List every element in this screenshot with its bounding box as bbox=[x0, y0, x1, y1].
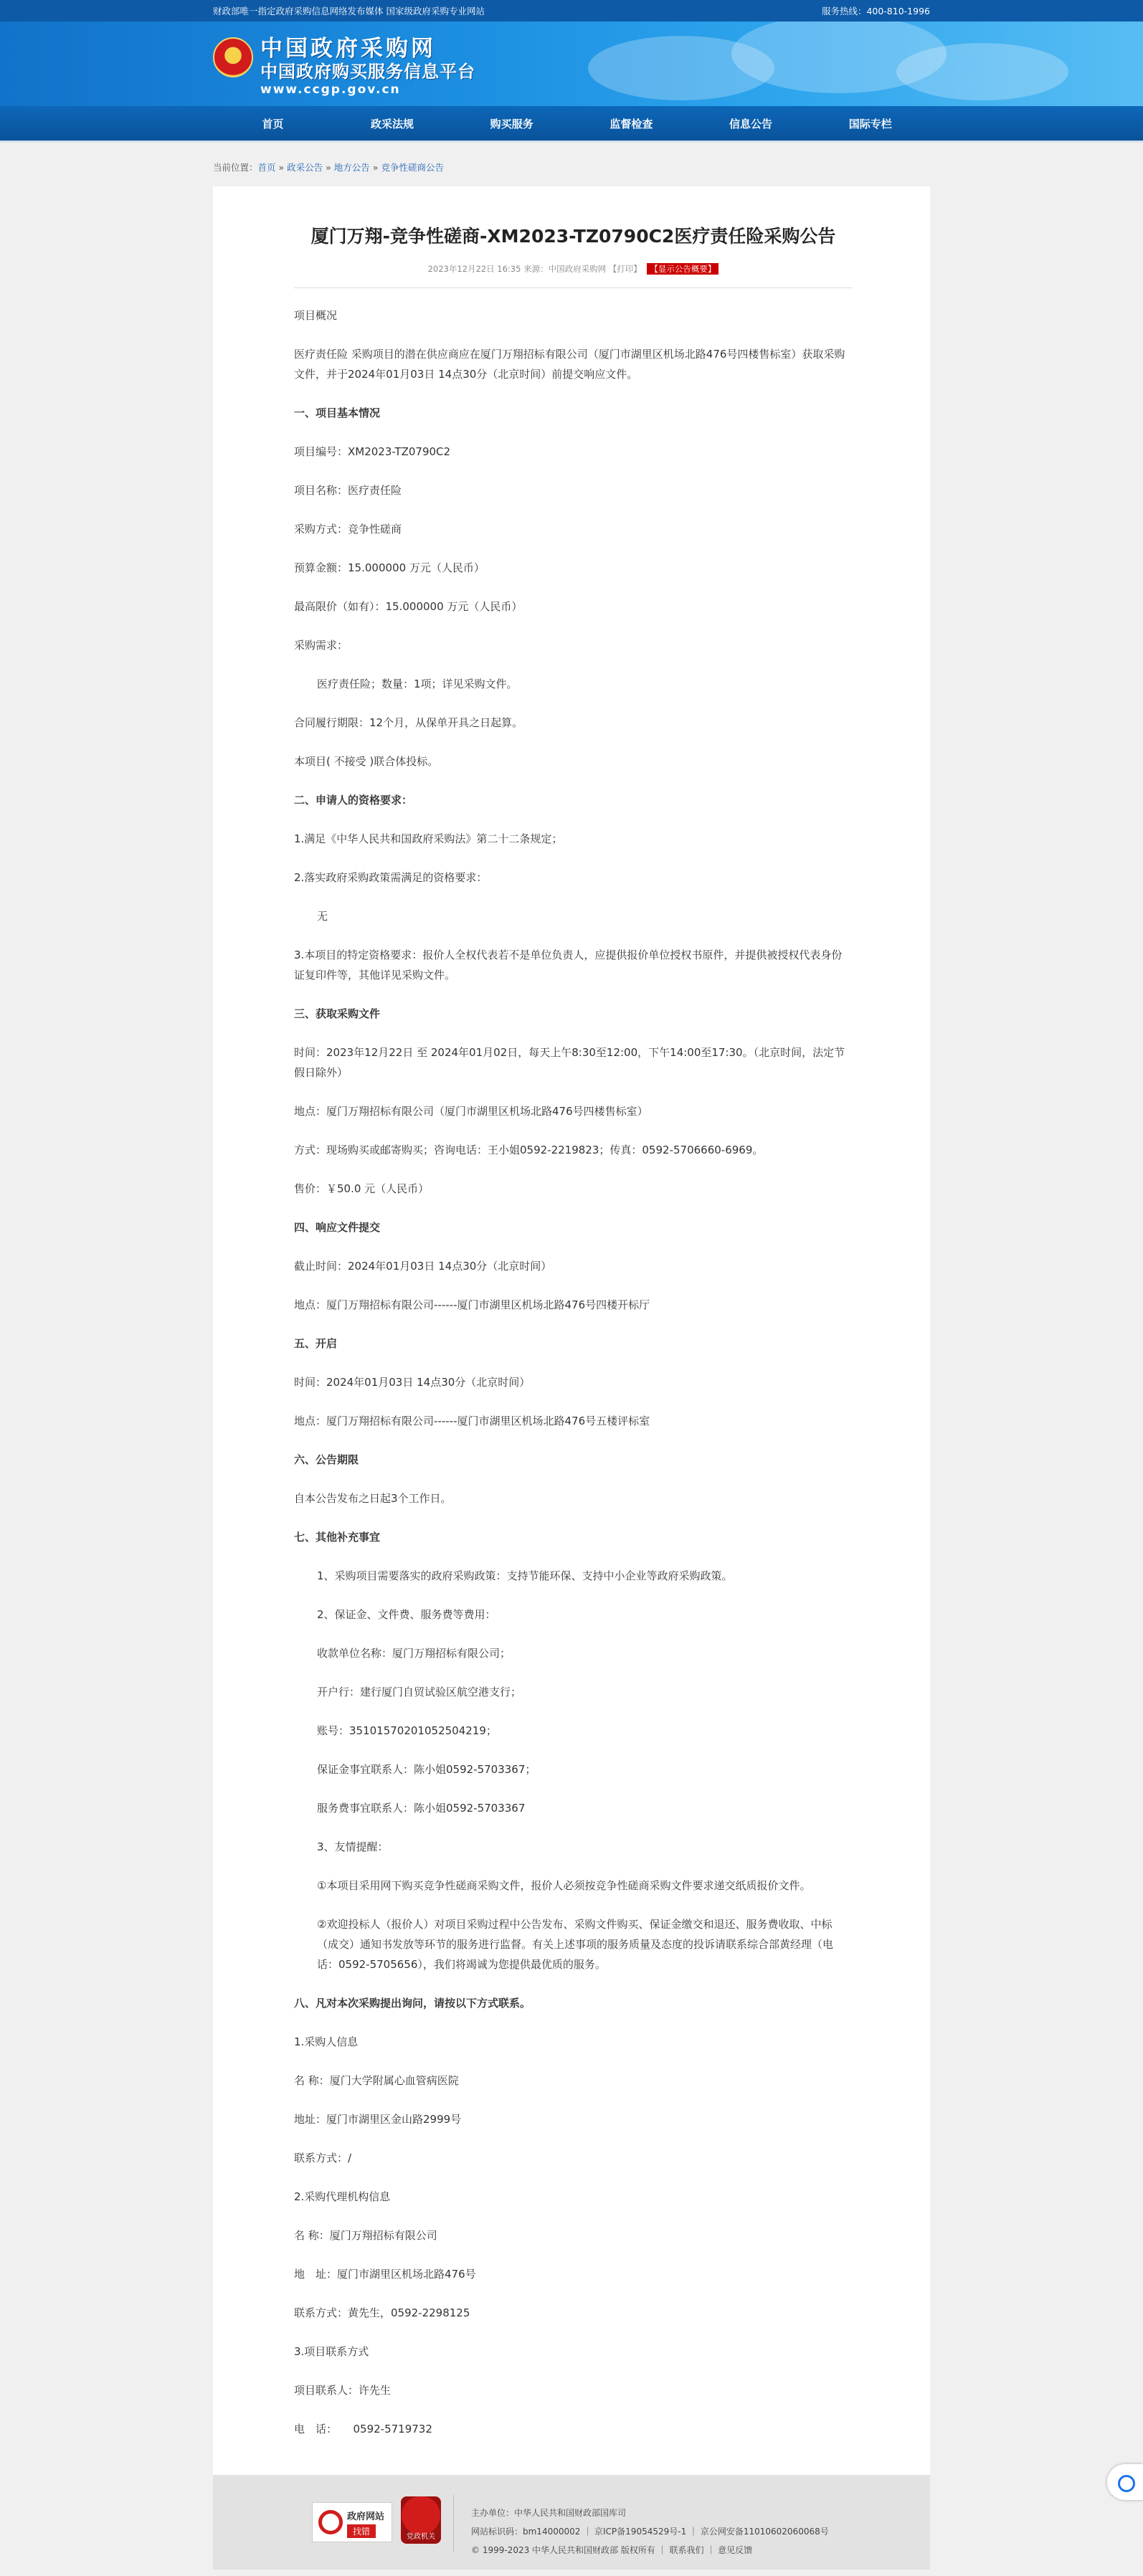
article-paragraph: 项目概况 bbox=[294, 309, 338, 322]
breadcrumb-announcements[interactable]: 政采公告 bbox=[287, 162, 323, 173]
gov-site-error-badge[interactable]: 政府网站 找错 bbox=[312, 2502, 392, 2542]
article-meta-text: 2023年12月22日 16:35 来源：中国政府采购网 【打印】 bbox=[427, 264, 642, 274]
nav-supervision[interactable]: 监督检查 bbox=[610, 117, 653, 130]
header-banner bbox=[0, 22, 1143, 106]
article-paragraph: 开户行：建行厦门自贸试验区航空港支行； bbox=[317, 1686, 522, 1698]
article-paragraph: 1.采购人信息 bbox=[294, 2035, 359, 2048]
article-paragraph: 1.满足《中华人民共和国政府采购法》第二十二条规定； bbox=[294, 832, 563, 845]
nav-purchase-services[interactable]: 购买服务 bbox=[490, 117, 533, 130]
breadcrumb-home[interactable]: 首页 bbox=[257, 162, 276, 173]
article-paragraph: 名 称：厦门大学附属心血管病医院 bbox=[294, 2074, 459, 2087]
nav-regulations[interactable]: 政采法规 bbox=[371, 117, 414, 130]
article-paragraph: 2.采购代理机构信息 bbox=[294, 2190, 391, 2203]
article-paragraph: 无 bbox=[317, 910, 328, 923]
footer-copyright: © 1999-2023 中华人民共和国财政部 版权所有 ｜ 联系我们 ｜ 意见反馈 bbox=[471, 2545, 753, 2555]
article-paragraph: 三、获取采购文件 bbox=[294, 1007, 381, 1020]
article-paragraph: 采购方式：竞争性磋商 bbox=[294, 523, 402, 536]
breadcrumb-prefix: 当前位置： bbox=[213, 162, 258, 173]
feedback-link[interactable]: 意见反馈 bbox=[718, 2545, 753, 2555]
article-paragraph: 地 址：厦门市湖里区机场北路476号 bbox=[294, 2268, 476, 2281]
article-paragraph: ②欢迎投标人（报价人）对项目采购过程中公告发布、采购文件购买、保证金缴交和退还、服务费收取、中标（成交）通知书发放等环节的服务进行监督。有关上述事项的服务质量及态度的投诉请联系综合部黄经理（电话：0592-5705656），我们将竭诚为您提供最优质的服务。 bbox=[317, 1918, 834, 1971]
article-paragraph: 七、其他补充事宜 bbox=[294, 1531, 381, 1544]
article-paragraph: 预算金额：15.000000 万元（人民币） bbox=[294, 561, 485, 574]
article-paragraph: 3.本项目的特定资格要求：报价人全权代表若不是单位负责人，应提供报价单位授权书原件，并提供被授权代表身份证复印件等，其他详见采购文件。 bbox=[294, 949, 843, 982]
article-paragraph: 四、响应文件提交 bbox=[294, 1221, 381, 1234]
nav-international[interactable]: 国际专栏 bbox=[848, 117, 892, 130]
article-paragraph: 六、公告期限 bbox=[294, 1453, 359, 1466]
article-paragraph: 收款单位名称：厦门万翔招标有限公司； bbox=[317, 1647, 511, 1660]
article-paragraph: 联系方式：黄先生，0592-2298125 bbox=[294, 2306, 470, 2319]
article-paragraph: 项目联系人：许先生 bbox=[294, 2384, 392, 2397]
hotline: 服务热线：400-810-1996 bbox=[821, 6, 930, 16]
national-emblem-icon bbox=[213, 37, 253, 77]
article-paragraph: 项目名称：医疗责任险 bbox=[294, 484, 402, 497]
article-paragraph: 地址：厦门市湖里区金山路2999号 bbox=[294, 2113, 462, 2126]
site-logo[interactable] bbox=[260, 36, 475, 98]
main-nav bbox=[0, 106, 1143, 141]
article-paragraph: 账号：35101570201052504219； bbox=[317, 1724, 497, 1737]
footer-icp: 网站标识码：bm14000002 ｜ 京ICP备19054529号-1 ｜ 京公网安备11010602060068号 bbox=[471, 2527, 829, 2537]
nav-home[interactable]: 首页 bbox=[262, 117, 284, 130]
footer-host: 主办单位：中华人民共和国财政部国库司 bbox=[471, 2508, 627, 2518]
top-bar bbox=[0, 0, 1143, 22]
article-paragraph: 2、保证金、文件费、服务费等费用： bbox=[317, 1608, 496, 1621]
article-paragraph: 五、开启 bbox=[294, 1337, 338, 1350]
logo-subtitle: 中国政府购买服务信息平台 bbox=[260, 62, 475, 82]
article-paragraph: 地点：厦门万翔招标有限公司（厦门市湖里区机场北路476号四楼售标室） bbox=[294, 1105, 648, 1118]
article-paragraph: 联系方式：/ bbox=[294, 2152, 352, 2164]
article-paragraph: 合同履行期限：12个月，从保单开具之日起算。 bbox=[294, 716, 523, 729]
article-paragraph: 医疗责任险 采购项目的潜在供应商应在厦门万翔招标有限公司（厦门市湖里区机场北路476号四楼售标室）获取采购文件，并于2024年01月03日 14点30分（北京时间）前提交响应文件。 bbox=[294, 348, 845, 381]
article-container bbox=[213, 186, 930, 2475]
article-paragraph: 3、友情提醒： bbox=[317, 1840, 389, 1853]
article-paragraph: 一、项目基本情况 bbox=[294, 407, 381, 419]
floating-help-button[interactable] bbox=[1107, 2464, 1143, 2500]
article-paragraph: 项目编号：XM2023-TZ0790C2 bbox=[294, 445, 451, 458]
article-paragraph: 医疗责任险；数量：1项；详见采购文件。 bbox=[317, 678, 518, 690]
article-paragraph: 地点：厦门万翔招标有限公司------厦门市湖里区机场北路476号四楼开标厅 bbox=[294, 1298, 650, 1311]
article-paragraph: 服务费事宜联系人：陈小姐0592-5703367 bbox=[317, 1802, 526, 1815]
contact-us-link[interactable]: 联系我们 bbox=[669, 2545, 704, 2555]
article-paragraph: 1、采购项目需要落实的政府采购政策：支持节能环保、支持中小企业等政府采购政策。 bbox=[317, 1569, 733, 1582]
article-paragraph: ①本项目采用网下购买竞争性磋商采购文件，报价人必须按竞争性磋商采购文件要求递交纸质报价文件。 bbox=[317, 1879, 811, 1892]
article-meta bbox=[294, 263, 853, 288]
article-paragraph: 自本公告发布之日起3个工作日。 bbox=[294, 1492, 452, 1505]
article-paragraph: 3.项目联系方式 bbox=[294, 2345, 369, 2358]
article-paragraph: 名 称：厦门万翔招标有限公司 bbox=[294, 2229, 437, 2242]
party-gov-badge[interactable]: 党政机关 bbox=[401, 2496, 441, 2544]
article-paragraph: 八、凡对本次采购提出询问，请按以下方式联系。 bbox=[294, 1997, 531, 2010]
article-title: 厦门万翔-竞争性磋商-XM2023-TZ0790C2医疗责任险采购公告 bbox=[310, 226, 836, 247]
article-paragraph: 售价：￥50.0 元（人民币） bbox=[294, 1182, 430, 1195]
article-paragraph: 本项目( 不接受 )联合体投标。 bbox=[294, 755, 439, 768]
article-paragraph: 电 话： 0592-5719732 bbox=[294, 2423, 432, 2435]
article-paragraph: 时间：2024年01月03日 14点30分（北京时间） bbox=[294, 1376, 531, 1389]
logo-title: 中国政府采购网 bbox=[260, 36, 436, 62]
top-slogan: 财政部唯一指定政府采购信息网络发布媒体 国家级政府采购专业网站 bbox=[213, 6, 485, 16]
nav-announcements[interactable]: 信息公告 bbox=[729, 117, 773, 130]
magnifier-icon bbox=[318, 2510, 343, 2534]
article-paragraph: 二、申请人的资格要求： bbox=[294, 794, 413, 807]
breadcrumb: 当前位置：首页 » 政采公告 » 地方公告 » 竞争性磋商公告 bbox=[213, 162, 444, 173]
logo-url: www.ccgp.gov.cn bbox=[260, 82, 401, 97]
article-paragraph: 时间：2023年12月22日 至 2024年01月02日，每天上午8:30至12:00，下午14:00至17:30。（北京时间，法定节假日除外） bbox=[294, 1046, 845, 1079]
footer-info bbox=[471, 2504, 829, 2560]
article-paragraph: 方式：现场购买或邮寄购买；咨询电话：王小姐0592-2219823；传真：0592-5706660-6969。 bbox=[294, 1144, 764, 1156]
article-body bbox=[294, 305, 853, 2439]
article-paragraph: 保证金事宜联系人：陈小姐0592-5703367； bbox=[317, 1763, 536, 1776]
article-paragraph: 截止时间：2024年01月03日 14点30分（北京时间） bbox=[294, 1260, 552, 1273]
article-paragraph: 最高限价（如有）：15.000000 万元（人民币） bbox=[294, 600, 523, 613]
show-summary-button[interactable]: 【显示公告概要】 bbox=[647, 263, 718, 275]
footer bbox=[213, 2475, 930, 2570]
breadcrumb-current[interactable]: 竞争性磋商公告 bbox=[381, 162, 444, 173]
article-paragraph: 地点：厦门万翔招标有限公司------厦门市湖里区机场北路476号五楼评标室 bbox=[294, 1415, 650, 1427]
article-paragraph: 2.落实政府采购政策需满足的资格要求： bbox=[294, 871, 488, 884]
breadcrumb-local[interactable]: 地方公告 bbox=[333, 162, 370, 173]
article-paragraph: 采购需求： bbox=[294, 639, 348, 652]
